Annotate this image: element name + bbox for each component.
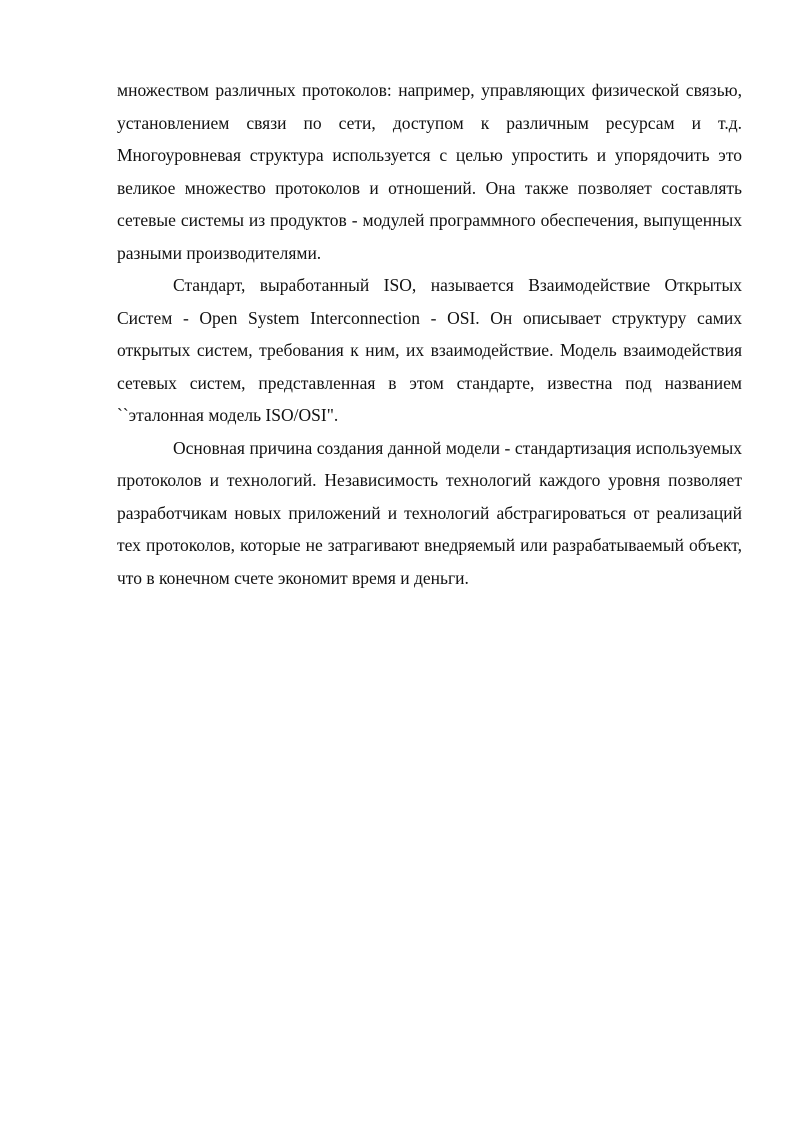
- paragraph-model-purpose: Основная причина создания данной модели - стандартизация используемых протоколов и технологий. Независимость технологий каждого уровня позволяет разработчикам новых приложений и технологий абстрагироваться от реализаций тех протоколов, которые не затрагивают внедряемый или разрабатываемый объект, что в конечном счете экономит время и деньги.: [117, 437, 742, 588]
- paragraph-continuation: множеством различных протоколов: например, управляющих физической связью, установлением связи по сети, доступом к различным ресурсам и т.д. Многоуровневая структура используется с целью упростить и упорядочить это великое множество протоколов и отношений. Она также позволяет составлять сетевые системы из продуктов - модулей программного обеспечения, выпущенных разными производителями.: [117, 80, 742, 263]
- paragraph-osi-standard: Стандарт, выработанный ISO, называется Взаимодействие Открытых Систем - Open System Interconnection - OSI. Он описывает структуру самих открытых систем, требования к ним, их взаимодействие. Модель взаимодействия сетевых систем, представленная в этом стандарте, известна под названием ``эталонная модель ISO/OSI".: [117, 275, 742, 425]
- document-page: [117, 74, 742, 594]
